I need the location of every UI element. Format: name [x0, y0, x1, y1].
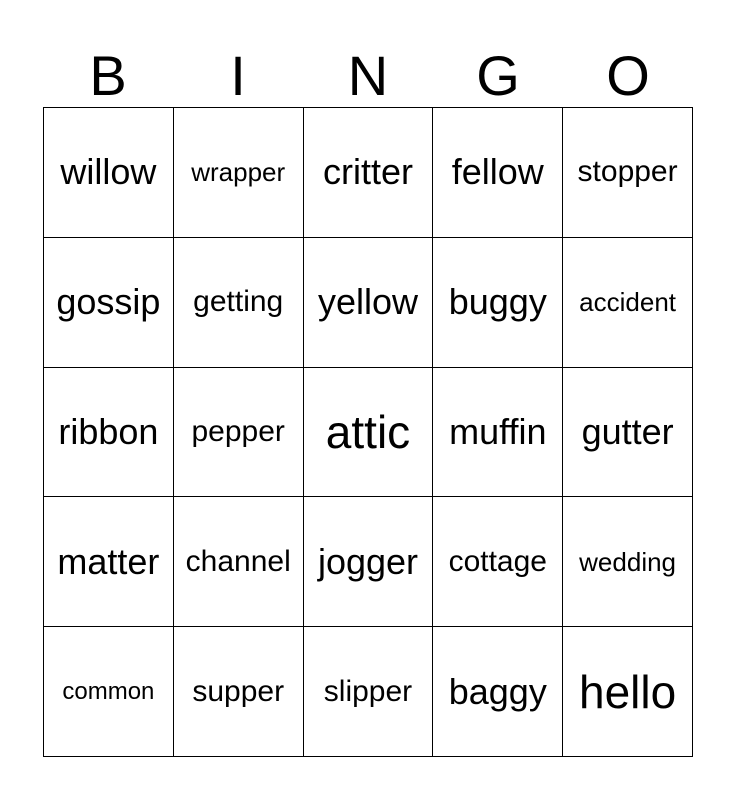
bingo-cell[interactable]: stopper [563, 108, 693, 238]
bingo-cell[interactable]: wrapper [174, 108, 304, 238]
bingo-cell[interactable]: attic [304, 368, 434, 498]
header-letter-g: G [476, 44, 520, 107]
header-letter-o: O [606, 44, 650, 107]
bingo-cell[interactable]: common [44, 627, 174, 757]
bingo-cell[interactable]: cottage [433, 497, 563, 627]
bingo-cell[interactable]: buggy [433, 238, 563, 368]
bingo-header [43, 40, 693, 108]
bingo-cell[interactable]: matter [44, 497, 174, 627]
bingo-cell[interactable]: muffin [433, 368, 563, 498]
bingo-cell[interactable]: jogger [304, 497, 434, 627]
bingo-cell[interactable]: fellow [433, 108, 563, 238]
header-letter-i: I [230, 44, 246, 107]
bingo-cell[interactable]: getting [174, 238, 304, 368]
bingo-cell[interactable]: accident [563, 238, 693, 368]
bingo-cell[interactable]: pepper [174, 368, 304, 498]
header-letter-n: N [347, 44, 389, 107]
bingo-cell[interactable]: baggy [433, 627, 563, 757]
bingo-cell[interactable]: yellow [304, 238, 434, 368]
bingo-cell[interactable]: critter [304, 108, 434, 238]
bingo-cell[interactable]: wedding [563, 497, 693, 627]
bingo-cell[interactable]: gutter [563, 368, 693, 498]
bingo-cell[interactable]: willow [44, 108, 174, 238]
bingo-cell[interactable]: hello [563, 627, 693, 757]
bingo-cell[interactable]: supper [174, 627, 304, 757]
bingo-board [43, 107, 693, 757]
bingo-cell[interactable]: slipper [304, 627, 434, 757]
bingo-cell[interactable]: gossip [44, 238, 174, 368]
bingo-cell[interactable]: ribbon [44, 368, 174, 498]
bingo-cell[interactable]: channel [174, 497, 304, 627]
header-letter-b: B [89, 44, 127, 107]
